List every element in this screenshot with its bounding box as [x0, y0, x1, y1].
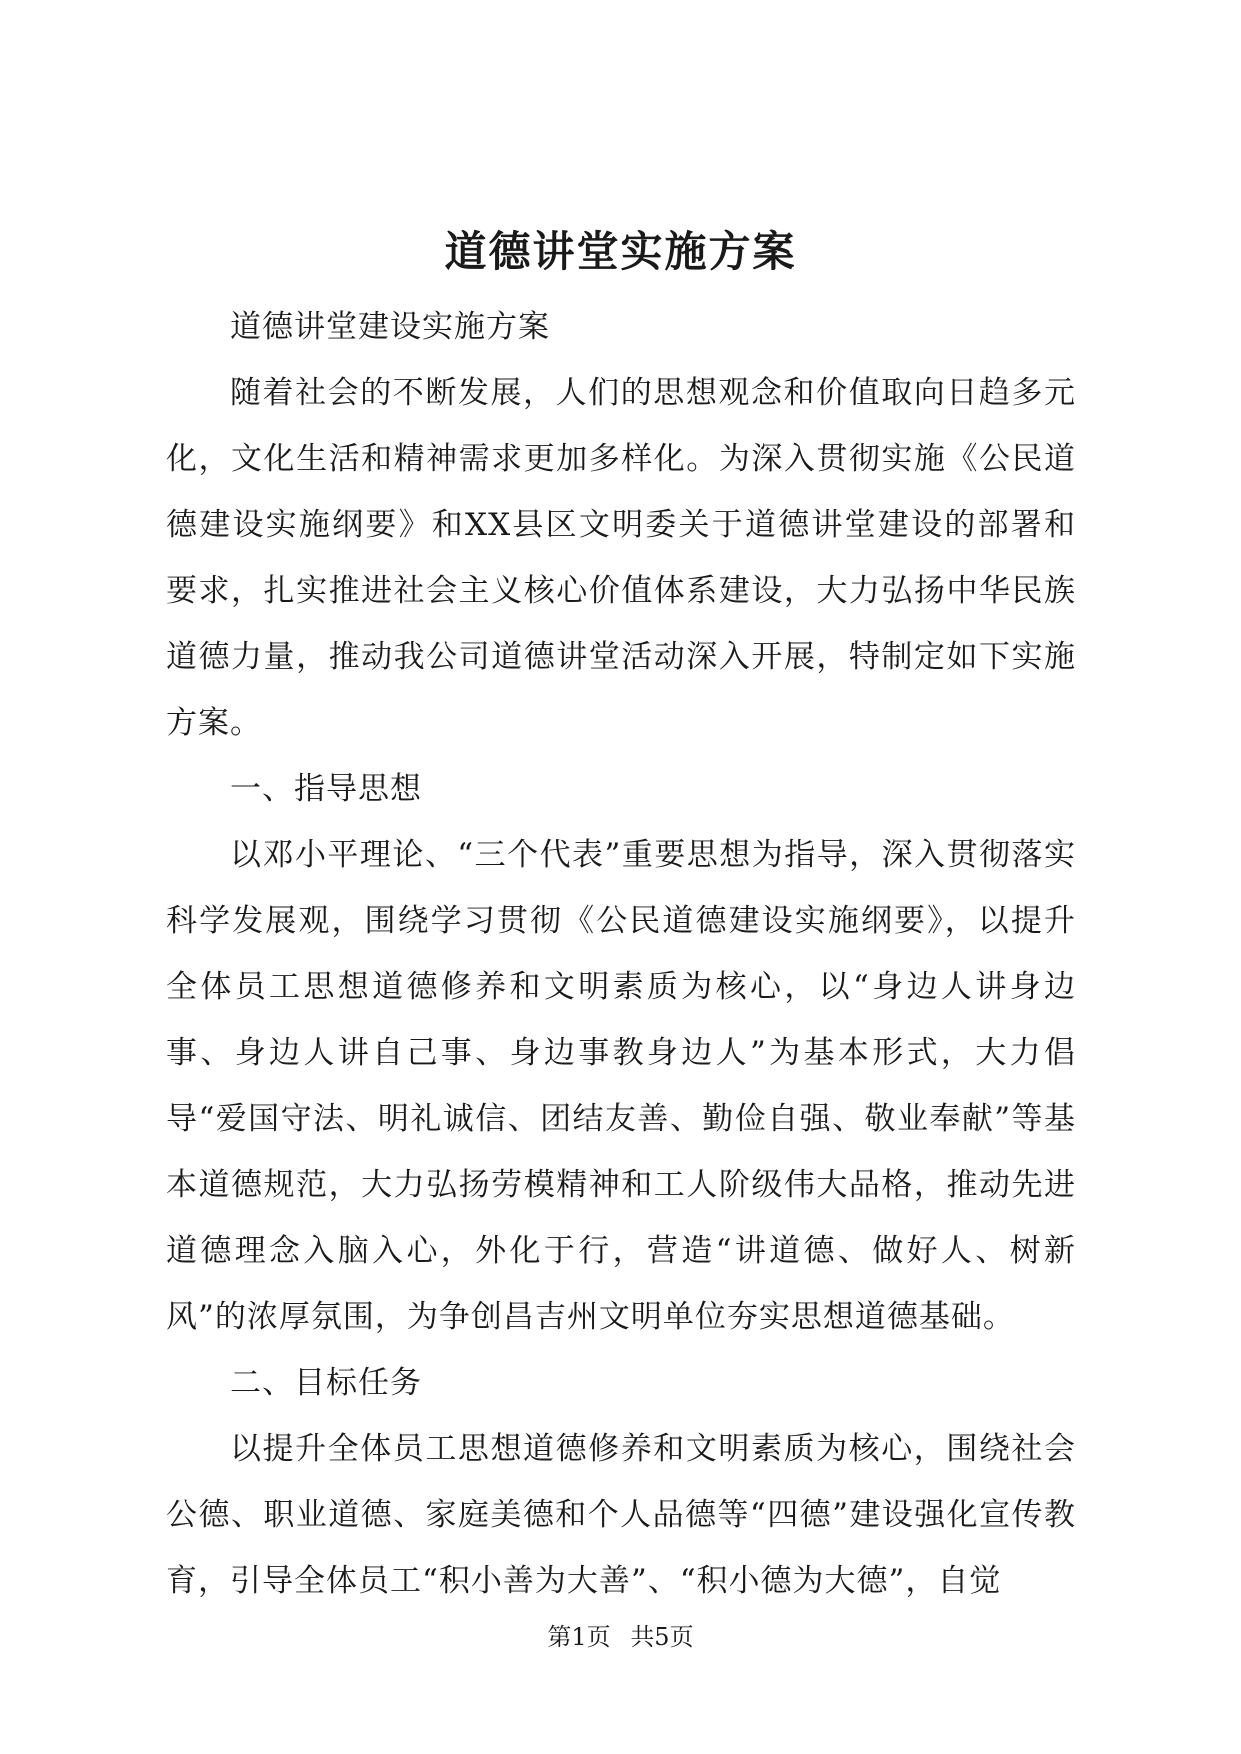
section-heading-goals-tasks: 二、目标任务: [230, 1365, 422, 1401]
document-body: [166, 294, 1076, 1614]
page-total: 共5页: [630, 1623, 694, 1651]
page-footer: [0, 1620, 1241, 1654]
subtitle-paragraph: 道德讲堂建设实施方案: [230, 309, 550, 345]
intro-paragraph: 随着社会的不断发展，人们的思想观念和价值取向日趋多元化，文化生活和精神需求更加多样化。为深入贯彻实施《公民道德建设实施纲要》和XX县区文明委关于道德讲堂建设的部署和要求，扎实推进社会主义核心价值体系建设，大力弘扬中华民族道德力量，推动我公司道德讲堂活动深入开展，特制定如下实施方案。: [166, 375, 1076, 741]
goals-tasks-paragraph: 以提升全体员工思想道德修养和文明素质为核心，围绕社会公德、职业道德、家庭美德和个人品德等“四德”建设强化宣传教育，引导全体员工“积小善为大善”、“积小德为大德”，自觉: [166, 1431, 1076, 1599]
page-number: 第1页: [547, 1623, 611, 1651]
section-heading-guiding-ideology: 一、指导思想: [230, 771, 422, 807]
document-title: 道德讲堂实施方案: [444, 227, 797, 276]
guiding-ideology-paragraph: 以邓小平理论、“三个代表”重要思想为指导，深入贯彻落实科学发展观，围绕学习贯彻《公民道德建设实施纲要》，以提升全体员工思想道德修养和文明素质为核心，以“身边人讲身边事、身边人讲自己事、身边事教身边人”为基本形式，大力倡导“爱国守法、明礼诚信、团结友善、勤俭自强、敬业奉献”等基本道德规范，大力弘扬劳模精神和工人阶级伟大品格，推动先进道德理念入脑入心，外化于行，营造“讲道德、做好人、树新风”的浓厚氛围，为争创昌吉州文明单位夯实思想道德基础。: [166, 837, 1076, 1335]
